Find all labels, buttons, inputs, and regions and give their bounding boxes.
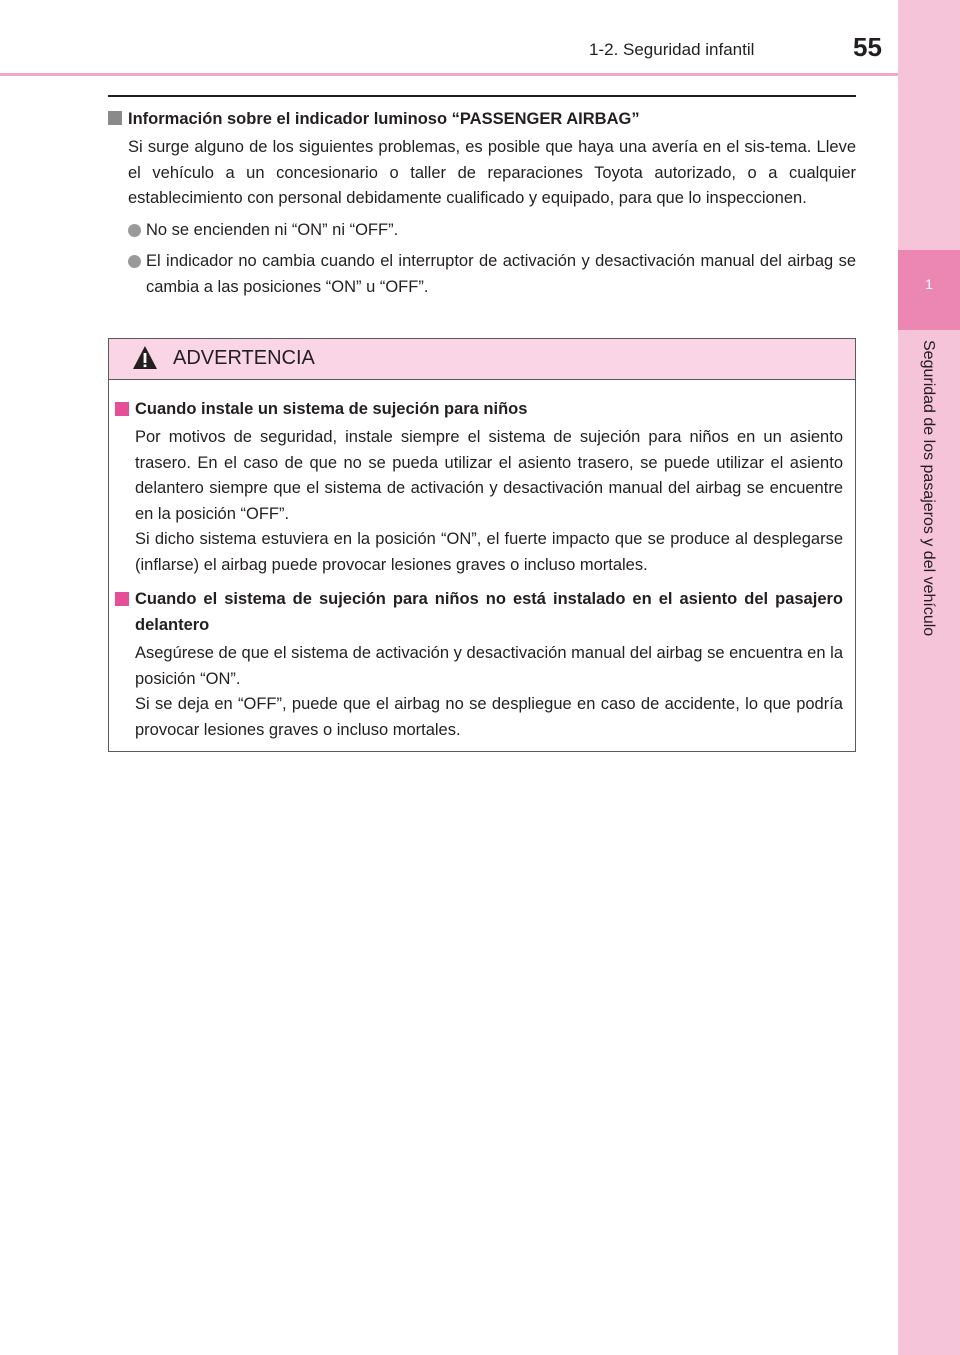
page-number: 55 xyxy=(853,32,882,62)
warning-item-text: Si se deja en “OFF”, puede que el airbag no se despliegue en caso de accidente, lo que podría provocar lesiones graves o incluso mortales. xyxy=(135,695,843,739)
list-item xyxy=(108,249,856,300)
section-title: 1-2. Seguridad infantil xyxy=(589,40,755,59)
info-intro: Si surge alguno de los siguientes problemas, es posible que haya una avería en el sis-tema. Lleve el vehículo a un concesionario o taller de reparaciones Toyota autorizado, o a cualquier establecimiento con personal debidamente cualificado y equipado, para que lo inspeccionen. xyxy=(128,138,856,207)
chapter-number: 1 xyxy=(925,276,933,292)
section-divider xyxy=(108,95,856,97)
list-item xyxy=(108,218,856,244)
warning-item-heading xyxy=(115,586,843,638)
list-item-text: El indicador no cambia cuando el interruptor de activación y desactivación manual del airbag se cambia a las posiciones “ON” u “OFF”. xyxy=(146,252,856,296)
chapter-title: Seguridad de los pasajeros y del vehículo xyxy=(920,340,937,637)
warning-item-heading xyxy=(115,396,843,422)
header-rule xyxy=(0,73,898,76)
square-bullet-icon xyxy=(115,592,129,606)
warning-item-text: Si dicho sistema estuviera en la posición “ON”, el fuerte impacto que se produce al desplegarse (inflarse) el airbag puede provocar lesiones graves o incluso mortales. xyxy=(135,530,843,574)
info-heading xyxy=(108,106,856,132)
warning-item-heading-text: Cuando el sistema de sujeción para niños no está instalado en el asiento del pasajero delantero xyxy=(135,590,843,634)
list-item-text: No se encienden ni “ON” ni “OFF”. xyxy=(146,220,399,239)
warning-header xyxy=(109,339,855,380)
square-bullet-icon xyxy=(108,111,122,125)
info-heading-text: Información sobre el indicador luminoso “PASSENGER AIRBAG” xyxy=(128,110,640,128)
round-bullet-icon xyxy=(128,224,141,237)
round-bullet-icon xyxy=(128,255,141,268)
side-tab xyxy=(898,0,960,1355)
warning-body xyxy=(109,380,855,743)
square-bullet-icon xyxy=(115,402,129,416)
info-section xyxy=(108,106,856,300)
warning-box xyxy=(108,338,856,752)
warning-item xyxy=(115,396,843,578)
warning-item xyxy=(115,586,843,743)
warning-item-text: Asegúrese de que el sistema de activación y desactivación manual del airbag se encuentra en la posición “ON”. xyxy=(135,644,843,688)
warning-triangle-icon xyxy=(132,345,158,376)
warning-title: ADVERTENCIA xyxy=(173,347,315,369)
warning-item-text: Por motivos de seguridad, instale siempre el sistema de sujeción para niños en un asiento trasero. En el caso de que no se pueda utilizar el asiento trasero, se puede utilizar el asiento delantero siempre que el sistema de activación y desactivación manual del airbag se encuentre en la posición “OFF”. xyxy=(135,428,843,523)
warning-item-heading-text: Cuando instale un sistema de sujeción para niños xyxy=(135,400,528,418)
